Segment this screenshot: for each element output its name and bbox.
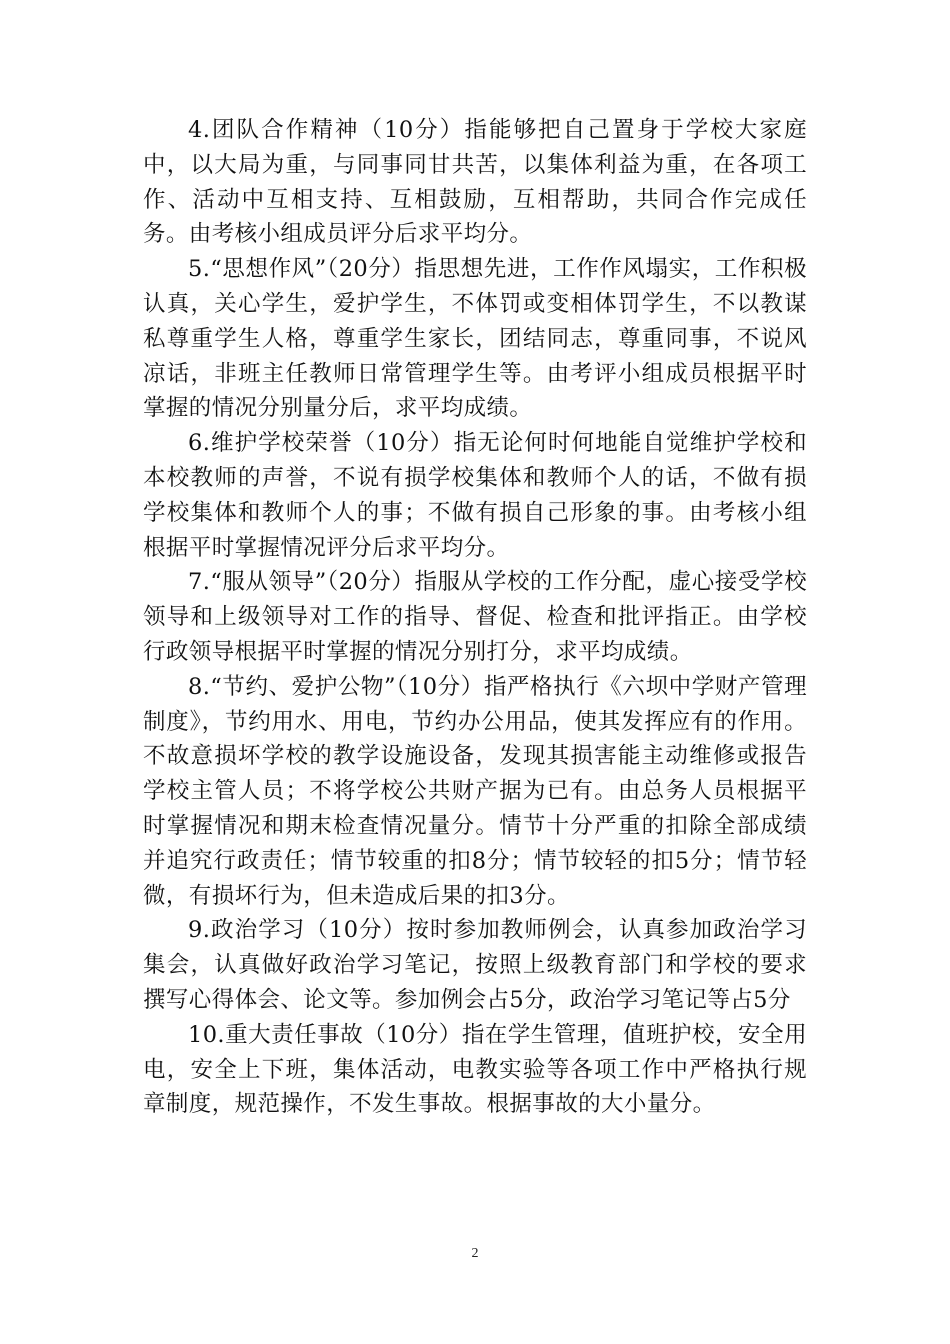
paragraph-ideological-style: 5.“思想作风”（20分）指思想先进，工作作风塌实，工作积极认真，关心学生，爱护学生，不体罚或变相体罚学生，不以教谋私尊重学生人格，尊重学生家长，团结同志，尊重同事，不说风凉话，非班主任教师日常管理学生等。由考评小组成员根据平时掌握的情况分别量分后，求平均成绩。 [143,256,807,422]
page-number: 2 [471,1246,479,1261]
document-body [143,113,807,1122]
paragraph-major-accidents: 10.重大责任事故（10分）指在学生管理，值班护校，安全用电，安全上下班，集体活动，电教实验等各项工作中严格执行规章制度，规范操作，不发生事故。根据事故的大小量分。 [143,1021,807,1118]
paragraph-team-spirit: 4.团队合作精神（10分）指能够把自己置身于学校大家庭中，以大局为重，与同事同甘共苦，以集体利益为重，在各项工作、活动中互相支持、互相鼓励，互相帮助，共同合作完成任务。由考核小组成员评分后求平均分。 [143,117,807,248]
paragraph-public-property: 8.“节约、爱护公物”（10分）指严格执行《六坝中学财产管理制度》，节约用水、用电，节约办公用品，使其发挥应有的作用。不故意损坏学校的教学设施设备，发现其损害能主动维修或报告学校主管人员；不将学校公共财产据为已有。由总务人员根据平时掌握情况和期末检查情况量分。情节十分严重的扣除全部成绩并追究行政责任；情节较重的扣8分；情节较轻的扣5分；情节轻微，有损坏行为，但未造成后果的扣3分。 [143,673,807,909]
paragraph-political-study: 9.政治学习（10分）按时参加教师例会，认真参加政治学习集会，认真做好政治学习笔记，按照上级教育部门和学校的要求撰写心得体会、论文等。参加例会占5分，政治学习笔记等占5分 [143,917,807,1013]
paragraph-obey-leadership: 7.“服从领导”（20分）指服从学校的工作分配，虚心接受学校领导和上级领导对工作的指导、督促、检查和批评指正。由学校行政领导根据平时掌握的情况分别打分，求平均成绩。 [143,569,807,665]
paragraph-school-honor: 6.维护学校荣誉（10分）指无论何时何地能自觉维护学校和本校教师的声誉，不说有损学校集体和教师个人的话，不做有损学校集体和教师个人的事；不做有损自己形象的事。由考核小组根据平时掌握情况评分后求平均分。 [143,430,807,561]
